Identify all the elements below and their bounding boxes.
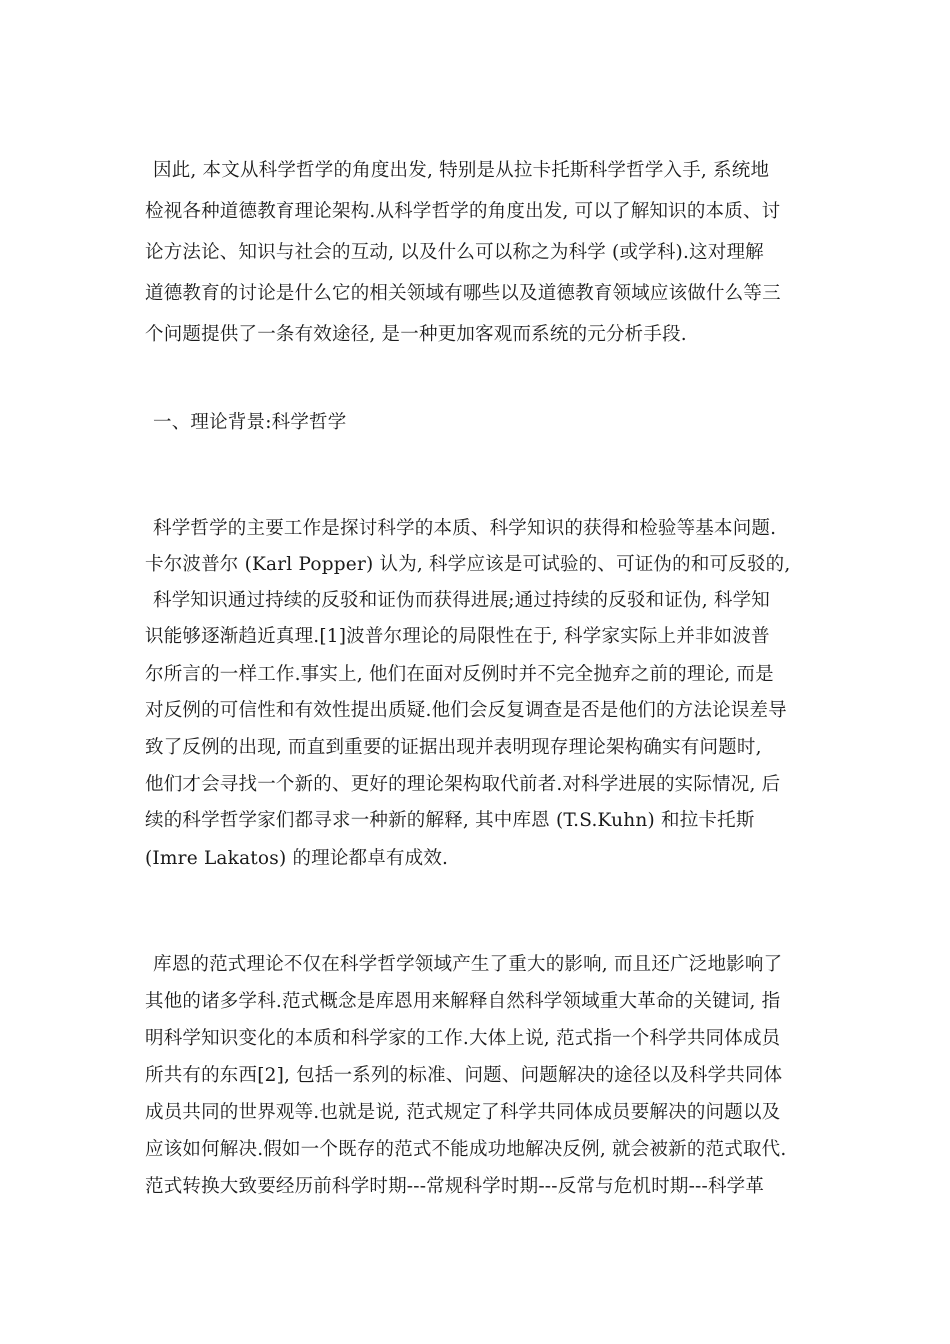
- paragraph-2-line-3: 科学知识通过持续的反驳和证伪而获得进展;通过持续的反驳和证伪, 科学知: [153, 590, 770, 611]
- paragraph-2-line-10: (Imre Lakatos) 的理论都卓有成效.: [145, 848, 449, 869]
- paragraph-3-line-6: 应该如何解决.假如一个既存的范式不能成功地解决反例, 就会被新的范式取代.: [145, 1139, 787, 1160]
- paragraph-3-line-7: 范式转换大致要经历前科学时期---常规科学时期---反常与危机时期---科学革: [145, 1176, 765, 1197]
- paragraph-3-line-5: 成员共同的世界观等.也就是说, 范式规定了科学共同体成员要解决的问题以及: [145, 1102, 781, 1123]
- paragraph-2-line-7: 致了反例的出现, 而直到重要的证据出现并表明现存理论架构确实有问题时,: [145, 737, 762, 758]
- paragraph-2-line-6: 对反例的可信性和有效性提出质疑.他们会反复调查是否是他们的方法论误差导: [145, 700, 787, 721]
- paragraph-3-line-4: 所共有的东西[2], 包括一系列的标准、问题、问题解决的途径以及科学共同体: [145, 1065, 783, 1086]
- paragraph-3-line-2: 其他的诸多学科.范式概念是库恩用来解释自然科学领域重大革命的关键词, 指: [145, 991, 781, 1012]
- paragraph-2-line-5: 尔所言的一样工作.事实上, 他们在面对反例时并不完全抛弃之前的理论, 而是: [145, 664, 774, 685]
- paragraph-1-line-3: 论方法论、知识与社会的互动, 以及什么可以称之为科学 (或学科).这对理解: [145, 242, 764, 263]
- paragraph-1-line-1: 因此, 本文从科学哲学的角度出发, 特别是从拉卡托斯科学哲学入手, 系统地: [153, 160, 770, 181]
- paragraph-2-line-8: 他们才会寻找一个新的、更好的理论架构取代前者.对科学进展的实际情况, 后: [145, 774, 781, 795]
- paragraph-1-line-2: 检视各种道德教育理论架构.从科学哲学的角度出发, 可以了解知识的本质、讨: [145, 201, 781, 222]
- section-heading: 一、理论背景:科学哲学: [153, 412, 347, 433]
- paragraph-1-line-4: 道德教育的讨论是什么它的相关领域有哪些以及道德教育领域应该做什么等三: [145, 283, 781, 304]
- paragraph-2-line-9: 续的科学哲学家们都寻求一种新的解释, 其中库恩 (T.S.Kuhn) 和拉卡托斯: [145, 810, 755, 831]
- paragraph-3-line-3: 明科学知识变化的本质和科学家的工作.大体上说, 范式指一个科学共同体成员: [145, 1028, 781, 1049]
- paragraph-2-line-2: 卡尔波普尔 (Karl Popper) 认为, 科学应该是可试验的、可证伪的和可反驳的,: [145, 554, 791, 575]
- paragraph-1-line-5: 个问题提供了一条有效途径, 是一种更加客观而系统的元分析手段.: [145, 324, 687, 345]
- paragraph-3-line-1: 库恩的范式理论不仅在科学哲学领域产生了重大的影响, 而且还广泛地影响了: [153, 954, 783, 975]
- paragraph-2-line-1: 科学哲学的主要工作是探讨科学的本质、科学知识的获得和检验等基本问题.: [153, 518, 777, 539]
- paragraph-2-line-4: 识能够逐渐趋近真理.[1]波普尔理论的局限性在于, 科学家实际上并非如波普: [145, 626, 770, 647]
